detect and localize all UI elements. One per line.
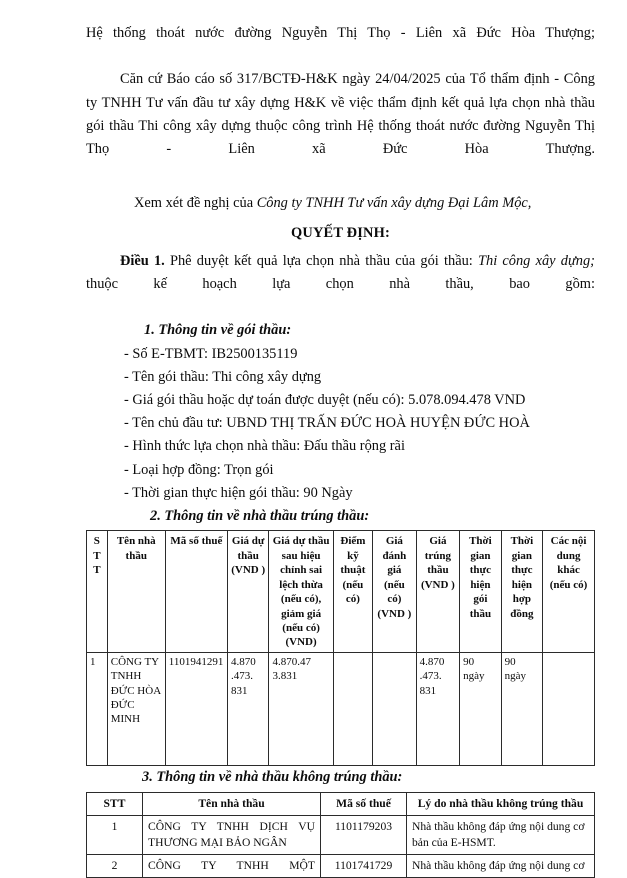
article-label: Điều 1. — [120, 252, 165, 269]
cell-stt: 1 — [87, 816, 143, 855]
col-header-package-duration: Thời gian thực hiện gói thầu — [460, 531, 501, 652]
reason-line-2: bản của E-HSMT. — [412, 836, 496, 850]
bidder-name-line-1: CÔNG TY TNHH MỘT — [148, 859, 315, 873]
cell-tax-code: 1101741729 — [321, 855, 407, 878]
package-info-item-0: - Số E-TBMT: IB2500135119 — [124, 345, 298, 362]
package-info-item-2: - Giá gói thầu hoặc dự toán được duyệt (nếu có): 5.078.094.478 VND — [124, 392, 526, 409]
reason-line-1: Nhà thầu không đáp ứng nội dung cơ — [412, 820, 585, 834]
table-header-row — [87, 531, 595, 652]
cell-stt: 2 — [87, 855, 143, 878]
package-info-item-1: - Tên gói thầu: Thi công xây dựng — [124, 368, 322, 385]
col-header-bidder-name: Tên nhà thầu — [143, 793, 321, 816]
cell-rejection-reason — [407, 816, 595, 855]
cell-technical-score — [333, 652, 372, 765]
bidder-name-line-1: CÔNG TY TNHH DỊCH VỤ — [148, 820, 315, 834]
section-3-title: 3. Thông tin về nhà thầu không trúng thầu: — [142, 768, 403, 785]
table-header-row — [87, 793, 595, 816]
article-1-paragraph — [86, 250, 595, 320]
col-header-contract-duration: Thời gian thực hiện hợp đồng — [501, 531, 542, 652]
package-info-item-4: - Hình thức lựa chọn nhà thầu: Đấu thầu rộng rãi — [124, 438, 405, 455]
spacer — [86, 184, 595, 192]
cell-tax-code: 1101941291 — [165, 652, 227, 765]
col-header-other-content: Các nội dung khác (nếu có) — [543, 531, 595, 652]
col-header-tax-code: Mã số thuế — [165, 531, 227, 652]
reason-line-1: Nhà thầu không đáp ứng nội dung cơ — [412, 859, 585, 873]
col-header-bidder-name: Tên nhà thầu — [107, 531, 165, 652]
consideration-paragraph — [86, 192, 595, 215]
cell-stt: 1 — [87, 652, 108, 765]
package-info-item-6: - Thời gian thực hiện gói thầu: 90 Ngày — [124, 484, 353, 501]
intro-paragraph-2: Căn cứ Báo cáo số 317/BCTĐ-H&K ngày 24/04/2025 của Tổ thẩm định - Công ty TNHH Tư vấn đầu tư xây dựng H&K về việc thẩm định kết quả lựa chọn nhà thầu gói thầu Thi công xây dựng thuộc công trình Hệ thống thoát nước đường Nguyễn Thị Thọ - Liên xã Đức Hòa Thượng. — [86, 71, 595, 158]
bidder-name-line-2: THƯƠNG MẠI BẢO NGÂN — [148, 836, 287, 850]
cell-winning-price: 4.870 .473. 831 — [416, 652, 460, 765]
table-row — [87, 816, 595, 855]
col-header-tax-code: Mã số thuế — [321, 793, 407, 816]
package-info-item-5: - Loại hợp đồng: Trọn gói — [124, 461, 274, 478]
col-header-stt: STT — [87, 793, 143, 816]
cell-tax-code: 1101179203 — [321, 816, 407, 855]
cell-contract-duration: 90 ngày — [501, 652, 542, 765]
consideration-prefix: Xem xét đề nghị của — [134, 195, 257, 212]
col-header-rejection-reason: Lý do nhà thầu không trúng thầu — [407, 793, 595, 816]
cell-bidder-name — [143, 855, 321, 878]
intro-line-1: Hệ thống thoát nước đường Nguyễn Thị Thọ - Liên xã Đức Hòa Thượng; — [86, 25, 595, 41]
winning-bidder-table — [86, 530, 595, 765]
cell-other-content — [543, 652, 595, 765]
cell-bid-price: 4.870 .473. 831 — [227, 652, 268, 765]
article-text-before: Phê duyệt kết quả lựa chọn nhà thầu của gói thầu: — [164, 252, 478, 269]
table-row — [87, 855, 595, 878]
section-1-title: 1. Thông tin về gói thầu: — [144, 322, 292, 339]
col-header-corrected-price: Giá dự thầu sau hiệu chỉnh sai lệch thừa (nếu có), giảm giá (nếu có) (VND) — [269, 531, 333, 652]
cell-bidder-name — [143, 816, 321, 855]
col-header-winning-price: Giá trúng thầu (VND ) — [416, 531, 460, 652]
cell-corrected-price: 4.870.47 3.831 — [269, 652, 333, 765]
cell-evaluation-price — [373, 652, 417, 765]
col-header-bid-price: Giá dự thầu (VND ) — [227, 531, 268, 652]
cell-package-duration: 90 ngày — [460, 652, 501, 765]
decision-heading: QUYẾT ĐỊNH: — [290, 224, 391, 241]
consideration-company: Công ty TNHH Tư vấn xây dựng Đại Lâm Mộc, — [256, 195, 532, 212]
package-info-item-3: - Tên chủ đầu tư: UBND THỊ TRẤN ĐỨC HOÀ HUYỆN ĐỨC HOÀ — [124, 415, 530, 432]
unsuccessful-bidder-table — [86, 792, 595, 878]
article-text-after: thuộc kế hoạch lựa chọn nhà thầu, bao gồm: — [86, 275, 595, 292]
section-2-title: 2. Thông tin về nhà thầu trúng thầu: — [150, 508, 370, 525]
col-header-evaluation-price: Giá đánh giá (nếu có) (VND ) — [373, 531, 417, 652]
cell-rejection-reason — [407, 855, 595, 878]
article-package-name: Thi công xây dựng; — [478, 252, 595, 269]
table-row — [87, 652, 595, 765]
cell-bidder-name: CÔNG TY TNHH ĐỨC HÒA ĐỨC MINH — [107, 652, 165, 765]
col-header-technical-score: Điểm kỹ thuật (nếu có) — [333, 531, 372, 652]
col-header-stt: S T T — [87, 531, 108, 652]
